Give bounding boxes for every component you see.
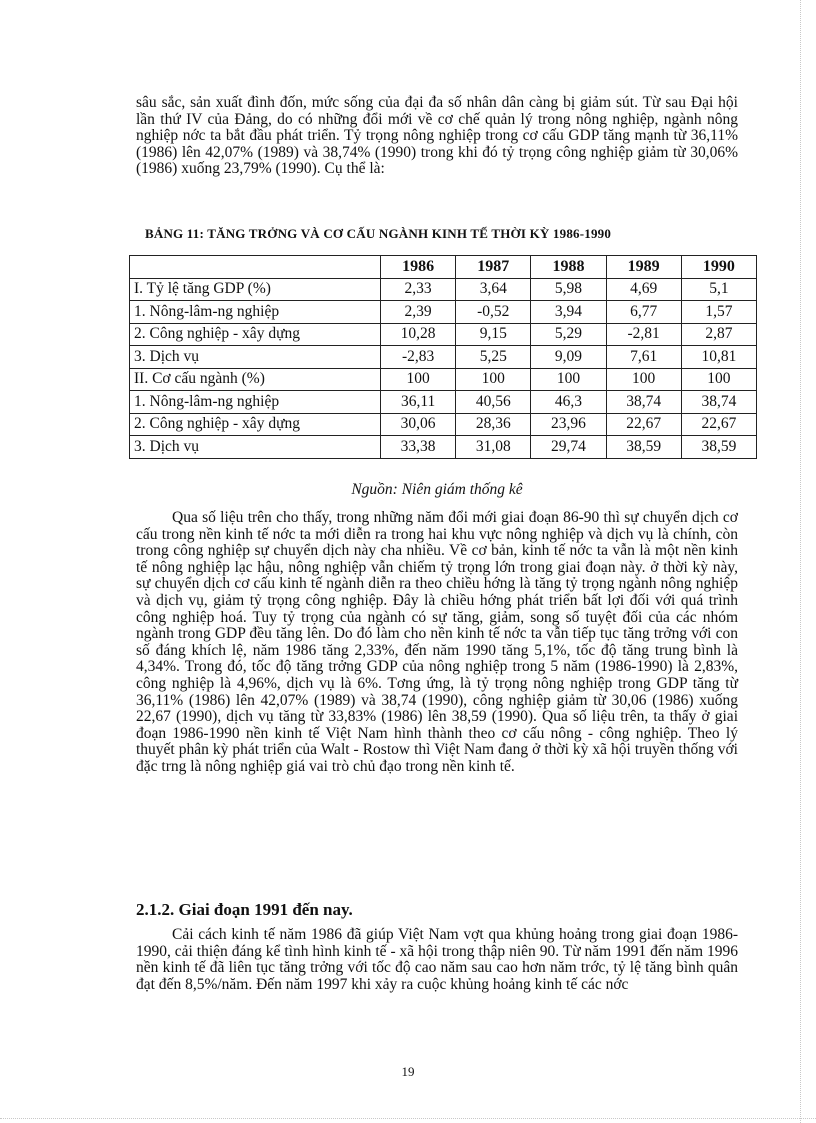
table-cell: 100 xyxy=(531,368,606,391)
table-cell: 9,15 xyxy=(456,323,531,346)
table-row xyxy=(130,346,757,369)
table-cell: 5,98 xyxy=(531,278,606,301)
table-cell: 100 xyxy=(381,368,456,391)
table-cell: 33,38 xyxy=(381,436,456,459)
table-cell: 3,94 xyxy=(531,301,606,324)
table-cell: 36,11 xyxy=(381,391,456,414)
table-cell: 7,61 xyxy=(606,346,681,369)
table-cell: 2,87 xyxy=(681,323,756,346)
row-label: 2. Công nghiệp - xây dựng xyxy=(130,413,381,436)
row-label: 3. Dịch vụ xyxy=(130,346,381,369)
table-cell: -2,81 xyxy=(606,323,681,346)
table-cell: 5,25 xyxy=(456,346,531,369)
table-cell: 2,33 xyxy=(381,278,456,301)
table-cell: 31,08 xyxy=(456,436,531,459)
row-label: 1. Nông-lâm-ng nghiệp xyxy=(130,301,381,324)
table-row xyxy=(130,278,757,301)
table-cell: 30,06 xyxy=(381,413,456,436)
growth-structure-table xyxy=(129,255,757,459)
table-cell: -0,52 xyxy=(456,301,531,324)
table-cell: 22,67 xyxy=(606,413,681,436)
analysis-paragraph: Qua số liệu trên cho thấy, trong những năm đổi mới giai đoạn 86-90 thì sự chuyển dịch cơ cấu trong nền kinh tế nớc ta mới diễn ra trong hai khu vực nông nghiệp và dịch vụ là chính, còn trong công nghiệp sự chuyển dịch này cha nhiều. Về cơ bản, kinh tế nớc ta vẫn là một nền kinh tế nông nghiệp lạc hậu, nông nghiệp vẫn chiếm tỷ trọng lớn trong giai đoạn này. ở thời kỳ này, sự chuyển dịch cơ cấu kinh tế ngành diễn ra theo chiều hớng là tăng tỷ trọng ngành nông nghiệp và dịch vụ, giảm tỷ trọng công nghiệp. Đây là chiều hớng phát triển bất lợi đối với quá trình công nghiệp hoá. Tuy tỷ trọng của ngành có sự tăng, giảm, song số tuyệt đối của các nhóm ngành trong GDP đều tăng lên. Do đó làm cho nền kinh tế nớc ta vẫn tiếp tục tăng trởng với con số đáng khích lệ, năm 1986 tăng 2,33%, đến năm 1990 tăng 5,1%, tốc độ tăng trung bình là 4,34%. Trong đó, tốc độ tăng trởng GDP của nông nghiệp trong 5 năm (1986-1990) là 2,83%, công nghiệp là 4,96%, dịch vụ là 6%. Tơng ứng, là tỷ trọng nông nghiệp trong GDP tăng từ 36,11% (1986) lên 42,07% (1989) và 38,74 (1990), công nghiệp giảm từ 30,06 (1986) xuống 22,67 (1990), dịch vụ tăng từ 33,83% (1986) lên 38,59 (1990). Qua số liệu trên, ta thấy ở giai đoạn 1986-1990 nền kinh tế Việt Nam hình thành theo cơ cấu nông - công nghiệp. Theo lý thuyết phân kỳ phát triển của Walt - Rostow thì Việt Nam đang ở thời kỳ xã hội truyền thống với đặc trng là nông nghiệp giá vai trò chủ đạo trong nền kinh tế. xyxy=(136,509,738,775)
table-cell: 29,74 xyxy=(531,436,606,459)
table-cell: -2,83 xyxy=(381,346,456,369)
row-label: 2. Công nghiệp - xây dựng xyxy=(130,323,381,346)
reform-paragraph: Cải cách kinh tế năm 1986 đã giúp Việt Nam vợt qua khủng hoảng trong giai đoạn 1986-1990, cải thiện đáng kể tình hình kinh tế - xã hội trong thập niên 90. Từ năm 1991 đến năm 1996 nền kinh tế đã liên tục tăng trởng với tốc độ cao năm sau cao hơn năm trớc, tỷ lệ tăng bình quân đạt đến 8,5%/năm. Đến năm 1997 khi xảy ra cuộc khủng hoảng kinh tế các nớc xyxy=(136,926,738,993)
table-cell: 40,56 xyxy=(456,391,531,414)
table-cell: 9,09 xyxy=(531,346,606,369)
table-cell: 46,3 xyxy=(531,391,606,414)
year-header: 1989 xyxy=(606,256,681,279)
table-cell: 38,74 xyxy=(681,391,756,414)
table-cell: 4,69 xyxy=(606,278,681,301)
row-label: II. Cơ cấu ngành (%) xyxy=(130,368,381,391)
year-header: 1986 xyxy=(381,256,456,279)
table-cell: 100 xyxy=(456,368,531,391)
table-header-row xyxy=(130,256,757,279)
page-edge-right xyxy=(800,0,801,1123)
table-cell: 38,59 xyxy=(681,436,756,459)
analysis-paragraph-block xyxy=(136,510,738,776)
reform-paragraph-block xyxy=(136,927,738,993)
table-cell: 10,81 xyxy=(681,346,756,369)
table-cell: 28,36 xyxy=(456,413,531,436)
page-number: 19 xyxy=(401,1064,415,1079)
table-row xyxy=(130,323,757,346)
table-row xyxy=(130,413,757,436)
table-row xyxy=(130,301,757,324)
row-label: I. Tỷ lệ tăng GDP (%) xyxy=(130,278,381,301)
table-row xyxy=(130,391,757,414)
table-cell: 5,29 xyxy=(531,323,606,346)
intro-paragraph: sâu sắc, sản xuất đình đốn, mức sống của đại đa số nhân dân càng bị giảm sút. Từ sau Đại hội lần thứ IV của Đảng, do có những đổi mới về cơ chế quản lý trong nông nghiệp, ngành nông nghiệp nớc ta bắt đầu phát triển. Tỷ trọng nông nghiệp trong cơ cấu GDP tăng mạnh từ 36,11% (1986) lên 42,07% (1989) và 38,74% (1990) trong khi đó tỷ trọng công nghiệp giảm từ 30,06% (1986) xuống 23,79% (1990). Cụ thể là: xyxy=(136,94,738,178)
table-cell: 5,1 xyxy=(681,278,756,301)
table-cell: 100 xyxy=(681,368,756,391)
page-edge-bottom xyxy=(0,1118,816,1119)
table-title: BẢNG 11: TĂNG TRỞNG VÀ CƠ CẤU NGÀNH KINH TẾ THỜI KỲ 1986-1990 xyxy=(145,226,612,241)
table-cell: 10,28 xyxy=(381,323,456,346)
table-cell: 1,57 xyxy=(681,301,756,324)
section-heading: 2.1.2. Giai đoạn 1991 đến nay. xyxy=(136,900,353,919)
table-cell: 38,59 xyxy=(606,436,681,459)
year-header: 1988 xyxy=(531,256,606,279)
table-cell: 3,64 xyxy=(456,278,531,301)
table-cell: 2,39 xyxy=(381,301,456,324)
year-header: 1990 xyxy=(681,256,756,279)
table-cell: 100 xyxy=(606,368,681,391)
intro-paragraph-block xyxy=(136,95,738,178)
year-header: 1987 xyxy=(456,256,531,279)
row-label: 3. Dịch vụ xyxy=(130,436,381,459)
table-row xyxy=(130,368,757,391)
table-cell: 38,74 xyxy=(606,391,681,414)
header-blank-cell xyxy=(130,256,381,279)
row-label: 1. Nông-lâm-ng nghiệp xyxy=(130,391,381,414)
table-cell: 6,77 xyxy=(606,301,681,324)
table-source-note: Nguồn: Niên giám thống kê xyxy=(351,481,523,498)
table-cell: 23,96 xyxy=(531,413,606,436)
table-row xyxy=(130,436,757,459)
table-cell: 22,67 xyxy=(681,413,756,436)
